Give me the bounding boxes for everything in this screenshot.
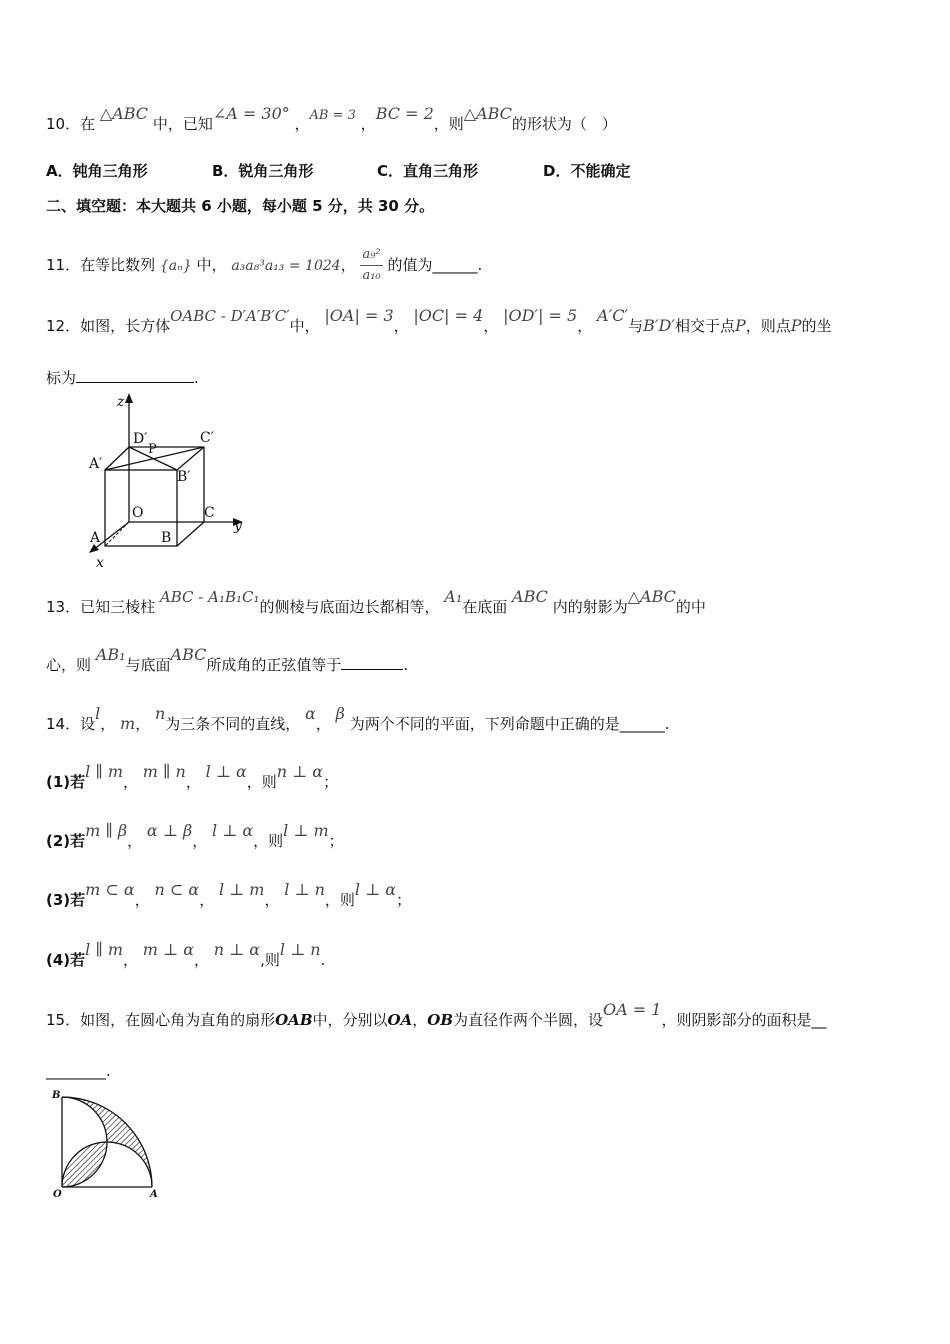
q15-text-5: ，则阴影部分的面积是__ (661, 1011, 827, 1029)
q13-text-7: 所成角的正弦值等于 (206, 656, 342, 674)
q14-item-3: (3)若m ⊂ α， n ⊂ α， l ⊥ m， l ⊥ n，则l ⊥ α； (46, 880, 412, 909)
label-p: P (148, 442, 157, 457)
q15-text-2: 中，分别以 (312, 1011, 388, 1029)
q10-triangle: △ABC (99, 104, 149, 123)
q14-item-4: (4)若l ∥ m， m ⊥ α， n ⊥ α,则l ⊥ n. (46, 940, 326, 969)
q12-point-p: P (734, 316, 746, 335)
q11-text-2: 中， (196, 256, 227, 274)
q14-item-4-cond-3: n ⊥ α (213, 940, 261, 959)
q15-number: 15． (46, 1011, 81, 1029)
q15-oab: OAB (275, 1011, 313, 1029)
q14-item-1-end: ； (323, 773, 339, 791)
q15-oa: OA (387, 1011, 413, 1029)
q14-item-2-cond-1: m ∥ β (85, 821, 128, 840)
q10-angle: ∠A = 30° (212, 104, 290, 123)
q14-beta: β (335, 704, 345, 723)
q13-abc: ABC (512, 587, 548, 606)
q14-text-2: 为三条不同的直线， (165, 715, 301, 733)
label-c1: C′ (200, 430, 214, 446)
q10-option-b: B．锐角三角形 (212, 162, 314, 180)
q10-option-a: A．钝角三角形 (46, 162, 148, 180)
q14-item-3-cond-2: n ⊂ α (154, 880, 200, 899)
q14-number: 14． (46, 715, 81, 733)
q12-text-5: ，则点 (745, 317, 791, 335)
q13-line2-text: 心，则 (46, 656, 92, 674)
q14-item-1-label: (1)若 (46, 773, 86, 791)
label-x: x (96, 555, 104, 571)
q14-alpha: α (305, 704, 316, 723)
q12-end: . (194, 369, 199, 387)
label-z: z (117, 394, 125, 410)
q13-line-2 (46, 645, 409, 675)
q12-answer-blank (76, 368, 194, 383)
edge-b-c (177, 522, 204, 546)
q14-item-2-cond-2: α ⊥ β (146, 821, 193, 840)
q11-text-3: 的值为______. (387, 256, 483, 274)
z-arrowhead (125, 393, 133, 403)
q11-fraction-denominator: a₁₀ (362, 268, 381, 283)
q14-item-3-label: (3)若 (46, 891, 86, 909)
q15-line-1 (46, 1000, 827, 1030)
q10-triangle-2: △ABC (463, 104, 512, 123)
q11-fraction (360, 245, 382, 286)
q11-fraction-numerator: a₉² (360, 245, 382, 266)
label-b: B (161, 530, 172, 546)
q14-item-4-cond-2: m ⊥ α (142, 940, 194, 959)
q15-line-2 (46, 1061, 111, 1081)
q15-text-1: 如图，在圆心角为直角的扇形 (80, 1011, 276, 1029)
q12-od: |OD′| = 5 (503, 306, 578, 325)
q14-line: 14．设l， m， n为三条不同的直线， α， β 为两个不同的平面，下列命题中正确的是______. (46, 704, 670, 733)
q14-item-4-label: (4)若 (46, 951, 86, 969)
q10-text-3: ，则 (433, 115, 464, 133)
q10-bc: BC = 2 (375, 104, 434, 123)
label-y: y (234, 518, 242, 534)
q13-text-4: 内的射影为 (552, 598, 628, 616)
label-o: O (132, 505, 144, 521)
q13-prism: ABC - A₁B₁C₁ (159, 588, 260, 606)
section-2-heading: 二、填空题：本大题共 6 小题，每小题 5 分，共 30 分。 (46, 197, 435, 215)
q10-number: 10． (46, 115, 81, 133)
q14-item-4-end: . (320, 951, 326, 969)
q14-item-1-result: n ⊥ α (276, 762, 324, 781)
q10-text-1: 在 (80, 115, 96, 133)
q14-item-2-then: ，则 (253, 832, 284, 850)
q13-number: 13． (46, 598, 81, 616)
label-a: A (90, 530, 101, 546)
q14-item-4-cond-1: l ∥ m (85, 940, 124, 959)
q14-item-1-cond-1: l ∥ m (85, 762, 124, 781)
q15-line2-text: ________. (46, 1062, 111, 1080)
q14-text-3: 为两个不同的平面，下列命题中正确的是______. (349, 715, 670, 733)
q14-item-3-cond-3: l ⊥ m (218, 880, 265, 899)
q13-line-1 (46, 587, 706, 617)
q12-oa: |OA| = 3 (324, 306, 394, 325)
q12-line-2 (46, 368, 199, 388)
q13-answer-blank (341, 655, 403, 670)
q15-ob: OB (427, 1011, 453, 1029)
q14-l: l (95, 704, 101, 723)
q13-text-5: 的中 (675, 598, 706, 616)
q12-solid: OABC - D′A′B′C′ (170, 307, 290, 325)
q15-text-3: ， (412, 1011, 428, 1029)
q12-text-1: 如图，长方体 (80, 317, 171, 335)
q10-line: 10．在 △ABC 中，已知∠A = 30° ，AB = 3 ，BC = 2，则△ABC的形状为（ ） (46, 104, 617, 133)
q12-oc: |OC| = 4 (413, 306, 484, 325)
q13-text-2: 的侧棱与底面边长都相等， (259, 598, 440, 616)
q10-text-4: 的形状为（ ） (511, 115, 617, 133)
q12-number: 12． (46, 317, 81, 335)
label-b1: B′ (177, 469, 191, 485)
q12-point-p-2: P (790, 316, 802, 335)
q12-text-6: 的坐 (801, 317, 832, 335)
label-a1: A′ (89, 456, 103, 472)
q11-line: 11．在等比数列 {aₙ} 中， a₃a₈³a₁₃ = 1024， $\frac{\text{a₉²}}{\text{a₁₀}}$ 的值为______. (46, 245, 482, 286)
q14-item-2: (2)若m ∥ β， α ⊥ β， l ⊥ α，则l ⊥ m； (46, 821, 344, 850)
q14-item-1-then: ，则 (246, 773, 277, 791)
q14-item-3-cond-1: m ⊂ α (85, 880, 135, 899)
q11-text-1: 在等比数列 (80, 256, 156, 274)
q13-abc-2: ABC (170, 645, 207, 664)
q13-text-1: 已知三棱柱 (80, 598, 156, 616)
q13-triangle: △ABC (627, 587, 676, 606)
label-b: B (52, 1090, 61, 1101)
q13-a1: A₁ (444, 587, 463, 606)
q12-text-3: 与 (628, 317, 644, 335)
label-a: A (150, 1189, 158, 1200)
q12-bd: B′D′ (643, 316, 675, 335)
q12-line2-text: 标为 (46, 369, 77, 387)
q14-m: m (120, 714, 136, 733)
q10-option-d: D．不能确定 (543, 162, 631, 180)
q14-text-1: 设 (80, 715, 96, 733)
label-o: O (53, 1189, 62, 1200)
hidden-edge-oa (105, 522, 129, 546)
q15-sector-figure (46, 1088, 166, 1204)
q14-item-2-label: (2)若 (46, 832, 86, 850)
q14-item-3-end: ； (396, 891, 412, 909)
label-c: C (204, 505, 215, 521)
q14-item-1: (1)若l ∥ m， m ∥ n， l ⊥ α，则n ⊥ α； (46, 762, 339, 791)
q14-item-2-cond-3: l ⊥ α (211, 821, 254, 840)
q14-item-3-then: ，则 (324, 891, 355, 909)
q13-ab1: AB₁ (95, 645, 126, 664)
q10-text-2: 中，已知 (152, 115, 213, 133)
q11-sequence: {aₙ} (159, 258, 192, 274)
q14-item-3-cond-4: l ⊥ n (284, 880, 325, 899)
q12-line-1: 12．如图，长方体OABC - D′A′B′C′中， |OA| = 3， |OC| = 4， |OD′| = 5， A′C′与B′D′相交于点P，则点P的坐 (46, 306, 832, 335)
q12-text-4: 相交于点 (674, 317, 735, 335)
q14-n: n (154, 704, 166, 723)
q10-ab: AB = 3 (309, 108, 356, 123)
q11-number: 11． (46, 256, 81, 274)
q14-item-4-then: ,则 (260, 951, 280, 969)
q11-equation: a₃a₈³a₁₃ = 1024 (231, 258, 341, 274)
q10-option-c: C．直角三角形 (377, 162, 479, 180)
q13-end: . (403, 656, 409, 674)
q12-ac: A′C′ (597, 306, 629, 325)
q14-item-4-result: l ⊥ n (279, 940, 321, 959)
q15-text-4: 为直径作两个半圆，设 (453, 1011, 604, 1029)
q14-item-3-result: l ⊥ α (354, 880, 397, 899)
label-d1: D′ (133, 431, 148, 447)
q14-item-2-end: ； (328, 832, 344, 850)
q14-item-1-cond-3: l ⊥ α (205, 762, 247, 781)
q14-item-1-cond-2: m ∥ n (142, 762, 186, 781)
q13-text-6: 与底面 (125, 656, 171, 674)
q12-cuboid-figure (80, 390, 260, 576)
q13-text-3: 在底面 (462, 598, 508, 616)
q15-oa-eq: OA = 1 (603, 1000, 662, 1019)
q12-text-2: 中， (289, 317, 320, 335)
q14-item-2-result: l ⊥ m (283, 821, 329, 840)
